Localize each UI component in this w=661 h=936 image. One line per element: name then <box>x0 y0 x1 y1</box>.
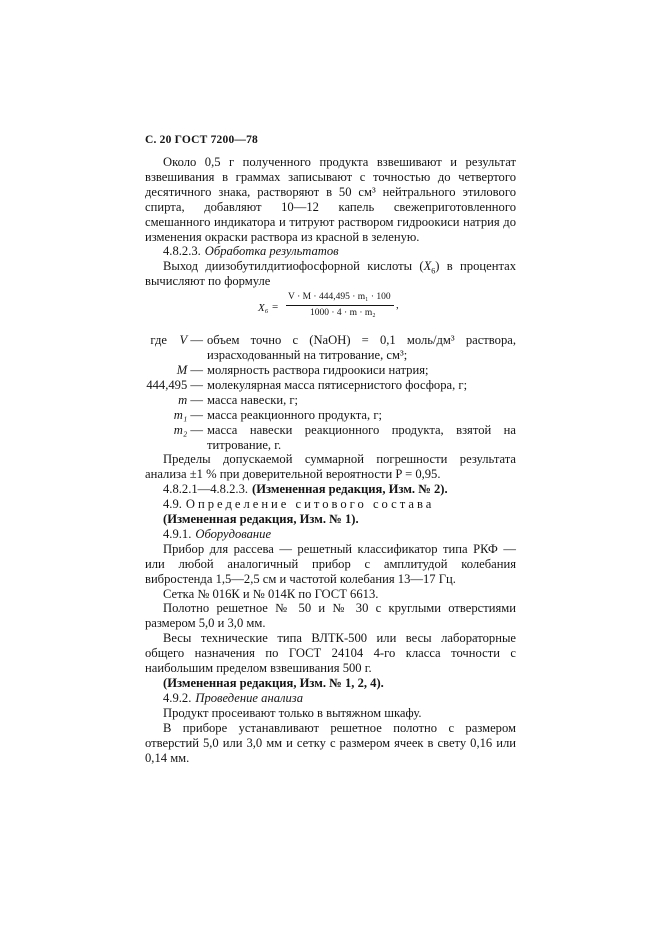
legend-text: молярность раствора гидроокиси натрия; <box>207 362 429 377</box>
legend-lead: где <box>150 333 167 348</box>
legend-row <box>145 423 516 453</box>
paragraph-yield-intro <box>145 259 516 289</box>
legend-row <box>145 378 516 393</box>
legend-row <box>145 393 516 408</box>
legend-dash: — <box>187 392 203 407</box>
paragraph-error-limits: Пределы допускаемой суммарной погрешности результата анализа ±1 % при доверительной вероятности P = 0,95. <box>145 452 516 482</box>
amendment-note <box>145 482 516 497</box>
legend-text: масса навески реакционного продукта, взятой на титрование, г. <box>207 422 516 452</box>
legend-dash: — <box>187 333 203 348</box>
legend-symbol: m <box>178 392 188 407</box>
paragraph-sieve-device: Прибор для рассева — решетный классификатор типа РКФ — или любой аналогичный прибор с амплитудой колебания вибростенда 1,5—2,5 см и частотой колебания 13—17 Гц. <box>145 541 516 586</box>
paragraph-fume-hood: Продукт просеивают только в вытяжном шкафу. <box>163 705 422 720</box>
yield-text-b: ) в процентах вычисляют по формуле <box>145 259 516 289</box>
amendment-range: 4.8.2.1—4.8.2.3. <box>163 482 249 497</box>
formula-comma: , <box>396 299 399 312</box>
legend-text: молекулярная масса пятисернистого фосфора, г; <box>207 377 468 392</box>
legend-symbol: M <box>176 362 188 377</box>
legend-symbol: V <box>179 333 188 348</box>
legend-row <box>145 408 516 423</box>
legend-symbol: m₁ <box>173 407 188 422</box>
yield-text-a: Выход диизобутилдитиофосфорной кислоты ( <box>163 259 424 274</box>
paragraph-sample-prep: Около 0,5 г полученного продукта взвешивают и результат взвешивания в граммах записывают с точностью до четвертого десятичного знака, растворяют в 50 см³ нейтрального этилового спирта, добавляют 10—12 капель свежеприготовленного смешанного индикатора и титруют раствором гидроокиси натрия до изменения окраски раствора из красной в зеленую. <box>145 155 516 244</box>
legend-text: объем точно с (NaOH) = 0,1 моль/дм³ раствора, израсходованный на титрование, см³; <box>207 333 516 363</box>
formula-fraction-bar <box>286 305 394 306</box>
formula-numerator: V · M · 444,495 · m₁ · 100 <box>288 292 391 303</box>
legend-dash: — <box>187 377 203 392</box>
legend-text: масса реакционного продукта, г; <box>207 407 382 422</box>
section-4-8-2-3 <box>145 244 516 259</box>
legend-dash: — <box>187 362 203 377</box>
legend-symbol: m₂ <box>173 422 188 437</box>
legend-dash: — <box>187 422 203 437</box>
section-title: Оборудование <box>195 526 272 541</box>
formula-lhs: X₆ <box>258 302 269 315</box>
section-title: Определение ситового состава <box>185 497 435 512</box>
yield-formula <box>145 292 516 328</box>
legend-row <box>145 333 516 363</box>
formula-equals: = <box>272 301 279 314</box>
section-4-9-2 <box>145 691 516 706</box>
amendment-note: (Измененная редакция, Изм. № 1). <box>163 512 359 527</box>
yield-variable: X <box>423 259 432 274</box>
page-header: С. 20 ГОСТ 7200—78 <box>145 134 258 146</box>
section-4-9 <box>145 497 516 512</box>
paragraph-device-setup: В приборе устанавливают решетное полотно с размером отверстий 5,0 или 3,0 мм и сетку с размером ячеек в свету 0,16 или 0,14 мм. <box>145 720 516 765</box>
yield-variable-subscript: 6 <box>431 266 436 276</box>
section-title: Проведение анализа <box>195 690 304 705</box>
paragraph-sieve-cloth: Полотно решетное № 50 и № 30 с круглыми отверстиями размером 5,0 и 3,0 мм. <box>145 601 516 631</box>
section-number: 4.9. <box>163 497 182 512</box>
legend-text: масса навески, г; <box>207 392 299 407</box>
legend-symbol: 444,495 <box>146 377 188 392</box>
document-body <box>145 155 516 765</box>
section-4-9-1 <box>145 527 516 542</box>
paragraph-scales: Весы технические типа ВЛТК-500 или весы лабораторные общего назначения по ГОСТ 24104 4-го класса точности с наибольшим пределом взвешивания 500 г. <box>145 631 516 676</box>
legend-dash: — <box>187 407 203 422</box>
legend-row <box>145 363 516 378</box>
formula-legend <box>145 333 516 452</box>
section-number: 4.9.2. <box>163 690 192 705</box>
section-title: Обработка результатов <box>204 244 339 259</box>
paragraph-mesh: Сетка № 016К и № 014К по ГОСТ 6613. <box>163 586 379 601</box>
section-number: 4.8.2.3. <box>163 244 201 259</box>
formula-denominator: 1000 · 4 · m · m₂ <box>310 308 376 319</box>
section-number: 4.9.1. <box>163 526 192 541</box>
amendment-text: (Измененная редакция, Изм. № 2). <box>252 482 448 497</box>
amendment-note: (Измененная редакция, Изм. № 1, 2, 4). <box>163 676 384 690</box>
